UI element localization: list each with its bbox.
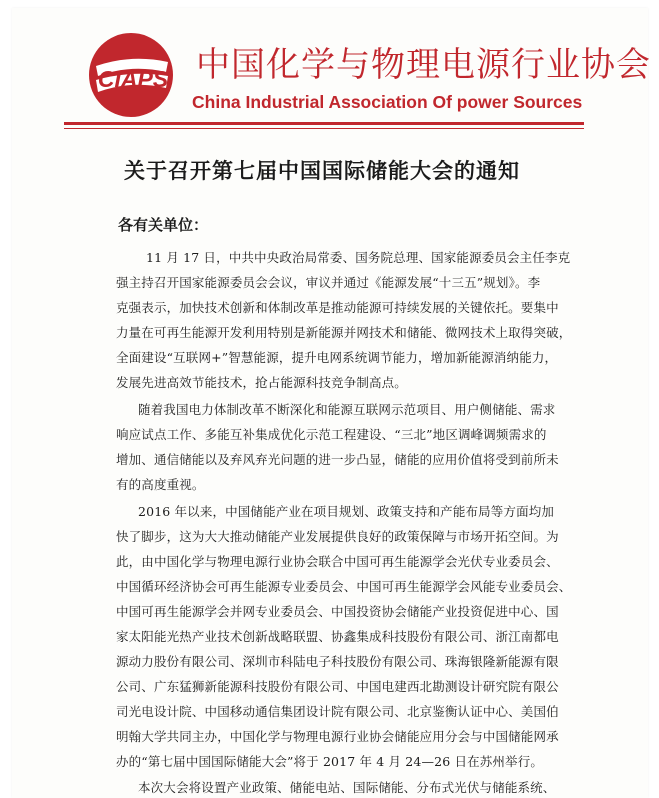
paragraph-line: 办的“第七届中国国际储能大会”将于 2017 年 4 月 24—26 日在苏州举行。 [116, 754, 543, 769]
letterhead [12, 8, 651, 136]
paragraph-line: 快了脚步，这为大大推动储能产业发展提供良好的政策保障与市场开拓空间。为 [116, 529, 559, 544]
ciaps-logo [88, 32, 174, 118]
paragraph-line: 源动力股份有限公司、深圳市科陆电子科技股份有限公司、珠海银隆新能源有限 [116, 654, 559, 669]
logo-text: CIAPS [97, 66, 169, 92]
paragraph-line: 此，由中国化学与物理电源行业协会联合中国可再生能源学会光伏专业委员会、 [116, 554, 559, 569]
document-title: 关于召开第七届中国国际储能大会的通知 [124, 159, 520, 183]
letterhead-rule-thin [64, 128, 584, 129]
salutation: 各有关单位： [118, 216, 209, 234]
paragraph-line: 有的高度重视。 [116, 477, 205, 492]
paragraph-line: 家太阳能光热产业技术创新战略联盟、协鑫集成科技股份有限公司、浙江南都电 [116, 629, 559, 644]
paragraph-line: 11 月 17 日，中共中央政治局常委、国务院总理、国家能源委员会主任李克 [146, 250, 571, 265]
paragraph-line: 明翰大学共同主办，中国化学与物理电源行业协会储能应用分会与中国储能网承 [116, 729, 559, 744]
paragraph-line: 全面建设“互联网+”智慧能源，提升电网系统调节能力，增加新能源消纳能力， [116, 350, 558, 365]
paragraph-line: 本次大会将设置产业政策、储能电站、国际储能、分布式光伏与储能系统、 [138, 780, 556, 795]
document-page [12, 8, 651, 798]
paragraph-line: 随着我国电力体制改革不断深化和能源互联网示范项目、用户侧储能、需求 [138, 402, 556, 417]
paragraph-line: 增加、通信储能以及弃风弃光问题的进一步凸显，储能的应用价值将受到前所未 [116, 452, 559, 467]
paragraph-line: 力量在可再生能源开发利用特别是新能源并网技术和储能、微网技术上取得突破， [116, 325, 572, 340]
paragraph-line: 中国可再生能源学会并网专业委员会、中国投资协会储能产业投资促进中心、国 [116, 604, 559, 619]
paragraph-line: 响应试点工作、多能互补集成优化示范工程建设、“三北”地区调峰调频需求的 [116, 427, 547, 442]
paragraph-line: 克强表示，加快技术创新和体制改革是推动能源可持续发展的关键依托。要集中 [116, 300, 559, 315]
org-name-en: China Industrial Association Of power Sources [192, 92, 583, 112]
letterhead-rule [64, 122, 584, 125]
paragraph-line: 强主持召开国家能源委员会会议，审议并通过《能源发展“十三五”规划》。李 [116, 275, 541, 290]
paragraph-line: 公司、广东猛狮新能源科技股份有限公司、中国电建西北勘测设计研究院有限公 [116, 679, 559, 694]
paragraph-line: 司光电设计院、中国移动通信集团设计院有限公司、北京鉴衡认证中心、美国伯 [116, 704, 559, 719]
paragraph-line: 2016 年以来，中国储能产业在项目规划、政策支持和产能布局等方面均加 [138, 504, 555, 519]
paragraph-line: 中国循环经济协会可再生能源专业委员会、中国可再生能源学会风能专业委员会、 [116, 579, 572, 594]
org-name-cn: 中国化学与物理电源行业协会 [196, 45, 651, 85]
paragraph-line: 发展先进高效节能技术，抢占能源科技竞争制高点。 [116, 375, 407, 390]
